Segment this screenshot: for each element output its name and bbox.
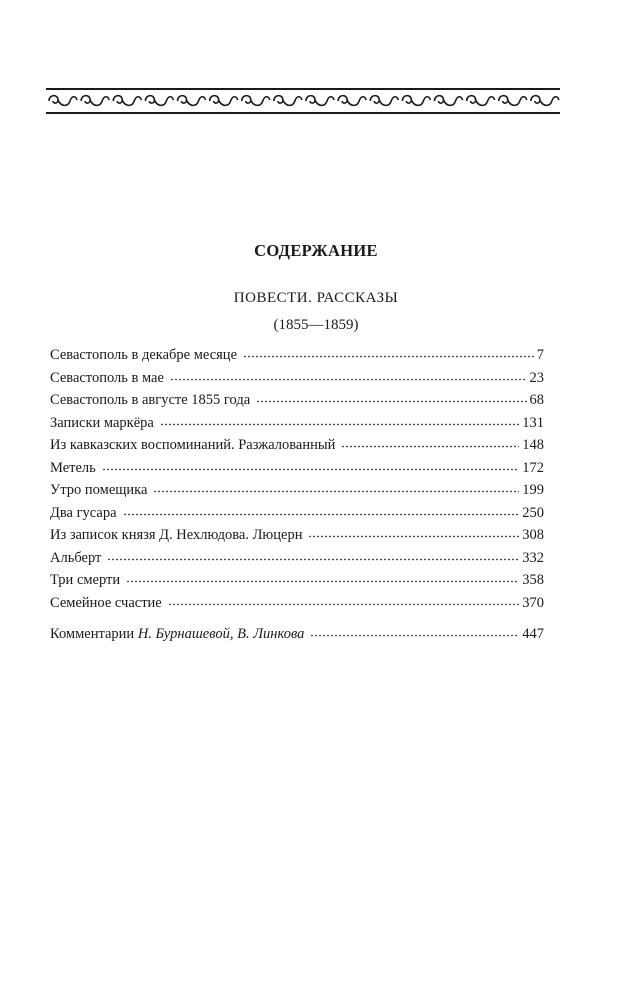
scroll-motif (274, 96, 302, 106)
toc-leader-dots (308, 524, 519, 538)
scroll-motif (145, 96, 173, 106)
toc-entry-page: 68 (529, 392, 544, 408)
page-title: СОДЕРЖАНИЕ (254, 241, 378, 260)
toc-entry-title: Записки маркёра (50, 414, 154, 431)
toc-entry-title: Три смерти (50, 572, 121, 588)
toc-leader-dots (170, 367, 527, 381)
scroll-motif (531, 96, 559, 106)
toc-entry[interactable] (50, 345, 544, 368)
ornament-bottom-line (46, 112, 560, 114)
toc-entry[interactable] (50, 570, 544, 593)
toc-entry-page: 148 (522, 437, 544, 453)
toc-entry-title: Из записок князя Д. Нехлюдова. Люцерн (50, 527, 303, 543)
toc-entry-page: 172 (522, 459, 544, 476)
scroll-motif (402, 96, 430, 106)
section-title: ПОВЕСТИ. РАССКАЗЫ (233, 290, 399, 306)
table-of-contents (50, 345, 544, 647)
toc-entry-title: Метель (50, 459, 96, 476)
toc-entry[interactable] (50, 503, 544, 526)
toc-entry-title: Утро помещика (50, 482, 148, 498)
scroll-motif (210, 96, 238, 106)
section-years: (1855—1859) (273, 317, 359, 333)
toc-entry[interactable] (50, 480, 544, 503)
toc-entry[interactable] (50, 458, 544, 481)
toc-entry-title: Два гусара (50, 504, 117, 521)
toc-comments-row[interactable] (50, 624, 544, 647)
scroll-motif (113, 96, 141, 106)
toc-leader-dots (126, 569, 519, 583)
toc-leader-dots (341, 434, 519, 448)
toc-entry-page: 131 (522, 414, 544, 431)
toc-leader-dots (102, 457, 519, 471)
toc-entry-title: Севастополь в августе 1855 года (50, 392, 251, 408)
scroll-motif (242, 96, 270, 106)
toc-leader-dots (310, 623, 519, 637)
scroll-motif (338, 96, 366, 106)
toc-comments-title: Комментарии Н. Бурнашевой, В. Линкова (50, 626, 305, 642)
toc-leader-dots (160, 412, 519, 426)
toc-entry-title: Севастополь в мае (50, 369, 164, 386)
toc-entry-page: 308 (522, 527, 544, 543)
scroll-wave-border-icon (46, 88, 560, 114)
toc-entry-page: 370 (522, 594, 544, 611)
toc-leader-dots (107, 547, 519, 561)
scroll-motif (81, 96, 109, 106)
scroll-motif (499, 96, 527, 106)
toc-entry[interactable] (50, 525, 544, 548)
toc-leader-dots (153, 479, 519, 493)
toc-entry[interactable] (50, 593, 544, 616)
toc-entry[interactable] (50, 368, 544, 391)
scroll-motif (467, 96, 495, 106)
toc-leader-dots (256, 389, 526, 403)
toc-entry[interactable] (50, 413, 544, 436)
toc-entry-page: 199 (522, 482, 544, 498)
toc-entry-page: 23 (529, 369, 544, 386)
toc-entry-page: 332 (522, 549, 544, 566)
toc-entry-title: Севастополь в декабре месяце (50, 347, 238, 363)
toc-entry[interactable] (50, 435, 544, 458)
toc-entry-page: 358 (522, 572, 544, 588)
toc-entry-title: Из кавказских воспоминаний. Разжалованный (50, 437, 336, 453)
toc-entry-title: Семейное счастие (50, 594, 162, 611)
scroll-motif (178, 96, 206, 106)
scroll-motif (370, 96, 398, 106)
scroll-motif (306, 96, 334, 106)
scroll-motif (435, 96, 463, 106)
toc-leader-dots (123, 502, 520, 516)
toc-leader-dots (168, 592, 520, 606)
scroll-motif (49, 96, 77, 106)
toc-comments-page: 447 (522, 626, 544, 642)
toc-entry[interactable] (50, 548, 544, 571)
toc-entry-title: Альберт (50, 549, 102, 566)
toc-entry-page: 250 (522, 504, 544, 521)
toc-entry[interactable] (50, 390, 544, 413)
toc-leader-dots (243, 344, 534, 358)
toc-entry-page: 7 (536, 347, 544, 363)
